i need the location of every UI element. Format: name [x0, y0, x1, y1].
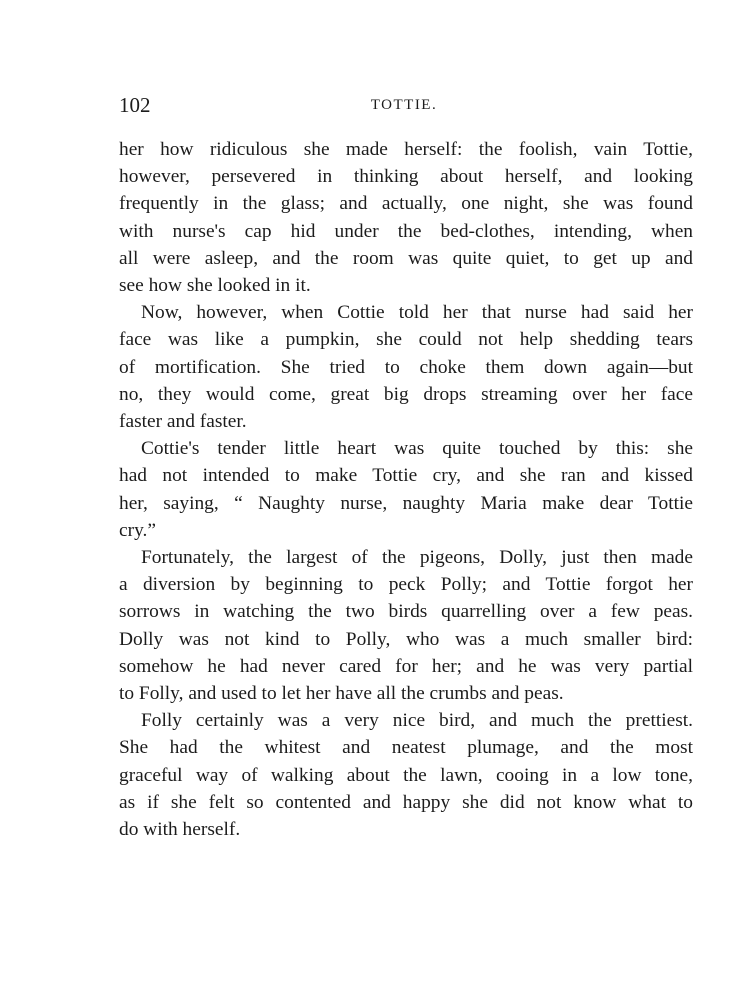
text-line: a diversion by beginning to peck Polly; and Tottie forgot her [119, 574, 693, 596]
text-line: no, they would come, great big drops streaming over her face [119, 383, 693, 405]
text-line: Now, however, when Cottie told her that nurse had said her [141, 302, 693, 324]
text-line: her how ridiculous she made herself: the foolish, vain Tottie, [119, 139, 693, 160]
text-line: frequently in the glass; and actually, one night, she was found [119, 193, 693, 215]
text-line: sorrows in watching the two birds quarrelling over a few peas. [119, 601, 693, 623]
paragraph-1 [119, 136, 693, 299]
text-line: of mortification. She tried to choke them down again—but [119, 356, 693, 378]
text-line: faster and faster. [119, 411, 247, 433]
text-line: somehow he had never cared for her; and he was very partial [119, 655, 693, 677]
paragraph-4 [119, 544, 693, 707]
text-line: Dolly was not kind to Polly, who was a much smaller bird: [119, 628, 693, 650]
text-line: do with herself. [119, 819, 241, 841]
text-line: Folly certainly was a very nice bird, and much the prettiest. [141, 710, 693, 732]
text-line: Fortunately, the largest of the pigeons, Dolly, just then made [141, 547, 693, 569]
paragraph-3 [119, 435, 693, 544]
text-line: cry.” [119, 519, 156, 541]
text-line: her, saying, “ Naughty nurse, naughty Maria make dear Tottie [119, 492, 693, 514]
page-number: 102 [119, 93, 151, 117]
text-line: had not intended to make Tottie cry, and she ran and kissed [119, 465, 693, 487]
text-line: as if she felt so contented and happy she did not know what to [119, 791, 693, 813]
text-line: all were asleep, and the room was quite quiet, to get up and [119, 247, 693, 269]
text-line: graceful way of walking about the lawn, cooing in a low tone, [119, 764, 693, 786]
body-text [119, 136, 693, 843]
text-line: face was like a pumpkin, she could not help shedding tears [119, 329, 693, 351]
text-line: however, persevered in thinking about herself, and looking [119, 166, 693, 188]
page-header [119, 92, 689, 118]
text-line: Cottie's tender little heart was quite touched by this: she [141, 438, 693, 460]
paragraph-5 [119, 707, 693, 843]
text-line: She had the whitest and neatest plumage, and the most [119, 737, 693, 759]
text-line: with nurse's cap hid under the bed-clothes, intending, when [119, 220, 693, 242]
running-title: TOTTIE. [370, 97, 438, 113]
paragraph-2 [119, 299, 693, 435]
text-line: see how she looked in it. [119, 275, 311, 297]
text-line: to Folly, and used to let her have all the crumbs and peas. [119, 683, 564, 705]
